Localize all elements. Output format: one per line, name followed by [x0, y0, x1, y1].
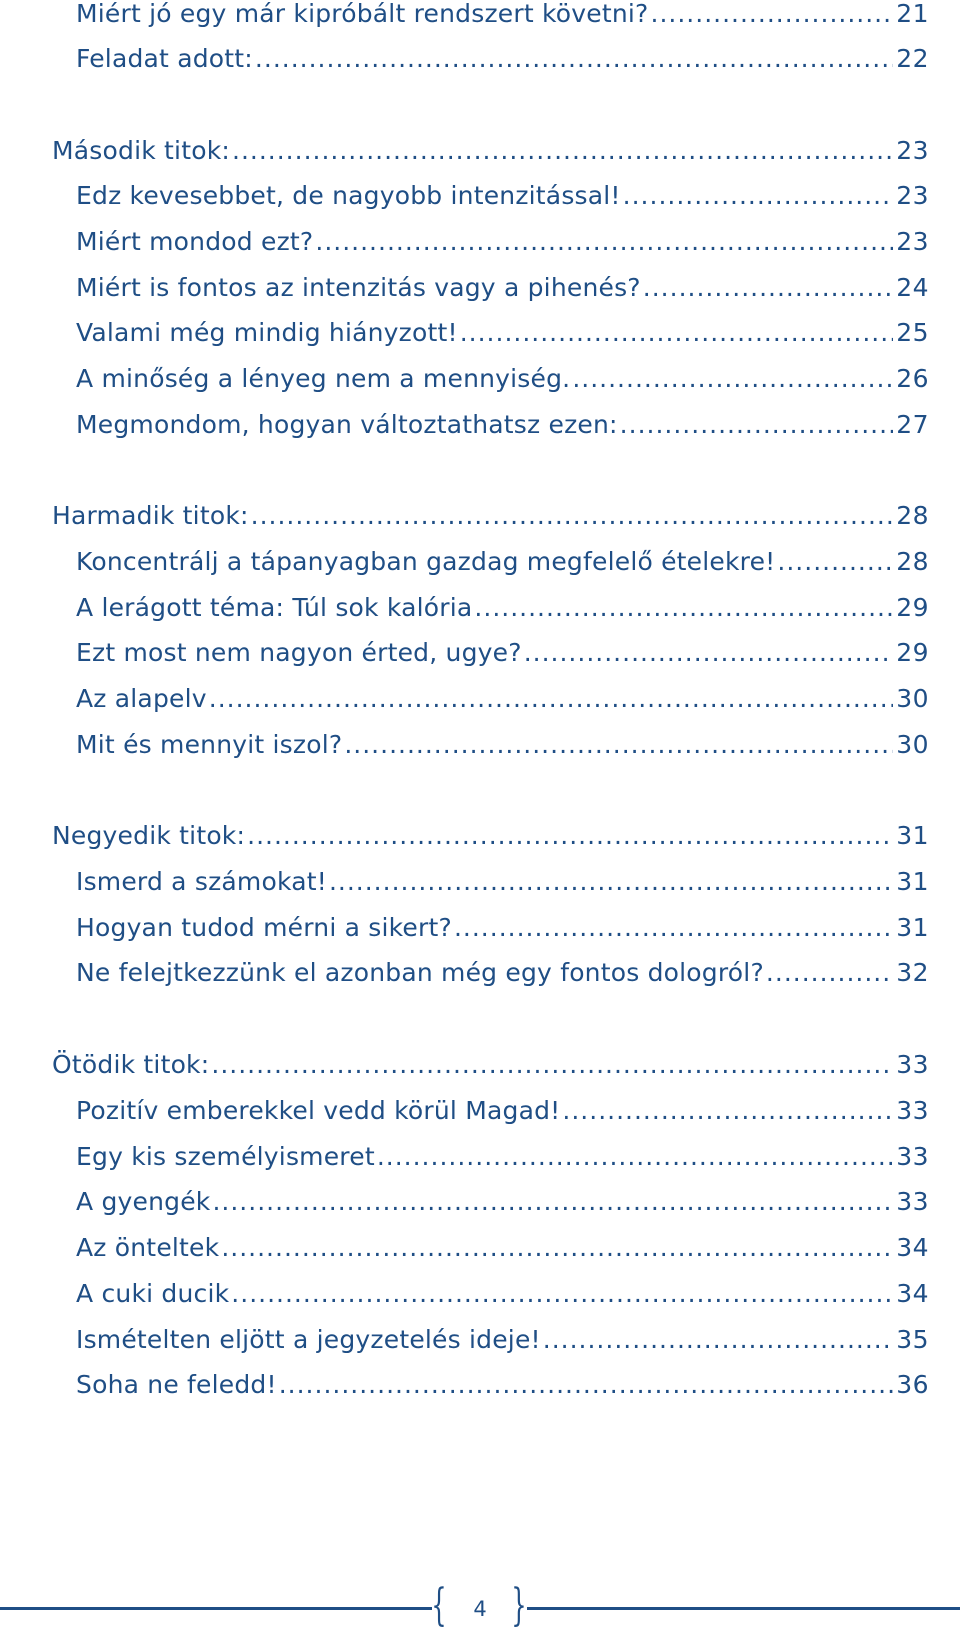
dot-leader [651, 0, 894, 34]
toc-entry-page: 22 [896, 44, 929, 73]
dot-leader [231, 1274, 893, 1314]
toc-entry-page: 21 [896, 0, 929, 28]
toc-entry[interactable] [76, 222, 929, 262]
toc-entry-page: 23 [896, 227, 929, 256]
toc-entry-title: Ismerd a számokat! [76, 867, 327, 896]
toc-entry-title: Koncentrálj a tápanyagban gazdag megfelelő ételekre! [76, 547, 776, 576]
toc-entry-title: Hogyan tudod mérni a sikert? [76, 913, 452, 942]
toc-entry[interactable] [76, 0, 929, 34]
toc-entry[interactable] [76, 908, 929, 948]
toc-entry-title: Az önteltek [76, 1233, 220, 1262]
page-number: 4 [473, 1597, 487, 1621]
dot-leader [344, 725, 893, 765]
toc-entry[interactable] [76, 1320, 929, 1360]
dot-leader [766, 953, 893, 993]
toc-entry-page: 26 [896, 364, 929, 393]
toc-entry[interactable] [76, 953, 929, 993]
toc-section-heading[interactable] [52, 131, 929, 171]
dot-leader [460, 313, 893, 353]
left-brace-icon: { [431, 1580, 447, 1631]
toc-entry-page: 32 [896, 958, 929, 987]
toc-entry-title: Negyedik titok: [52, 821, 246, 850]
toc-section-heading[interactable] [52, 816, 929, 856]
toc-entry-title: Valami még mindig hiányzott! [76, 318, 458, 347]
toc-entry[interactable] [76, 542, 929, 582]
toc-entry-title: A minőség a lényeg nem a mennyiség. [76, 364, 571, 393]
toc-entry[interactable] [76, 725, 929, 765]
toc-section-heading[interactable] [52, 496, 929, 536]
toc-entry-page: 34 [896, 1279, 929, 1308]
toc-entry-title: Miért is fontos az intenzitás vagy a pihenés? [76, 273, 641, 302]
toc-entry-page: 25 [896, 318, 929, 347]
toc-entry[interactable] [76, 588, 929, 628]
toc-entry-title: Megmondom, hogyan változtathatsz ezen: [76, 410, 618, 439]
dot-leader [329, 862, 893, 902]
dot-leader [255, 39, 893, 79]
toc-entry-page: 33 [896, 1096, 929, 1125]
toc-entry[interactable] [76, 1137, 929, 1177]
dot-leader [247, 816, 893, 856]
toc-entry-title: Ezt most nem nagyon érted, ugye? [76, 638, 522, 667]
toc-entry-page: 23 [896, 181, 929, 210]
dot-leader [251, 496, 894, 536]
dot-leader [643, 268, 893, 308]
toc-entry-page: 35 [896, 1325, 929, 1354]
toc-entry-title: A cuki ducik [76, 1279, 230, 1308]
toc-entry[interactable] [76, 313, 929, 353]
toc-entry[interactable] [76, 862, 929, 902]
toc-entry-page: 29 [896, 593, 929, 622]
toc-entry-title: Második titok: [52, 136, 230, 165]
dot-leader [543, 1320, 893, 1360]
dot-leader [524, 633, 893, 673]
toc-entry[interactable] [76, 268, 929, 308]
dot-leader [572, 359, 893, 399]
toc-entry[interactable] [76, 39, 929, 79]
dot-leader [232, 131, 893, 171]
toc-entry-page: 31 [896, 913, 929, 942]
toc-entry-title: A lerágott téma: Túl sok kalória [76, 593, 473, 622]
dot-leader [221, 1228, 893, 1268]
toc-entry[interactable] [76, 1274, 929, 1314]
dot-leader [212, 1182, 893, 1222]
dot-leader [377, 1137, 893, 1177]
dot-leader [623, 176, 894, 216]
toc-entry[interactable] [76, 679, 929, 719]
toc-entry-page: 36 [896, 1370, 929, 1399]
dot-leader [279, 1365, 893, 1405]
toc-entry-page: 33 [896, 1142, 929, 1171]
toc-entry-page: 34 [896, 1233, 929, 1262]
toc-entry-title: Ismételten eljött a jegyzetelés ideje! [76, 1325, 541, 1354]
toc-entry-page: 33 [896, 1050, 929, 1079]
footer-rule-left [0, 1607, 432, 1610]
toc-entry[interactable] [76, 1182, 929, 1222]
toc-entry[interactable] [76, 633, 929, 673]
toc-entry[interactable] [76, 1228, 929, 1268]
toc-entry-page: 28 [896, 501, 929, 530]
toc-entry-page: 29 [896, 638, 929, 667]
toc-entry-title: Pozitív emberekkel vedd körül Magad! [76, 1096, 561, 1125]
toc-entry[interactable] [76, 359, 929, 399]
toc-entry-page: 24 [896, 273, 929, 302]
toc-entry-page: 30 [896, 684, 929, 713]
toc-entry[interactable] [76, 405, 929, 445]
toc-entry-page: 28 [896, 547, 929, 576]
toc-section-heading[interactable] [52, 1045, 929, 1085]
toc-entry-page: 31 [896, 867, 929, 896]
dot-leader [211, 1045, 893, 1085]
toc-entry-title: Miért mondod ezt? [76, 227, 314, 256]
page-footer [0, 1580, 960, 1631]
toc-entry-title: Miért jó egy már kipróbált rendszert követni? [76, 0, 649, 28]
toc-entry-title: Mit és mennyit iszol? [76, 730, 343, 759]
toc-entry-page: 27 [896, 410, 929, 439]
toc-entry-page: 30 [896, 730, 929, 759]
toc-entry-title: Ne felejtkezzünk el azonban még egy fontos dologról? [76, 958, 764, 987]
toc-entry-title: Feladat adott: [76, 44, 253, 73]
dot-leader [454, 908, 893, 948]
dot-leader [562, 1091, 893, 1131]
toc-entry-title: Soha ne feledd! [76, 1370, 277, 1399]
dot-leader [620, 405, 894, 445]
toc-entry[interactable] [76, 1365, 929, 1405]
toc-entry-page: 31 [896, 821, 929, 850]
footer-rule-right [527, 1607, 960, 1610]
toc-entry-title: Edz kevesebbet, de nagyobb intenzitással! [76, 181, 621, 210]
dot-leader [209, 679, 893, 719]
toc-entry[interactable] [76, 1091, 929, 1131]
toc-entry-title: Harmadik titok: [52, 501, 249, 530]
dot-leader [315, 222, 893, 262]
dot-leader [777, 542, 893, 582]
toc-entry-title: A gyengék [76, 1187, 211, 1216]
toc-entry-title: Az alapelv [76, 684, 207, 713]
toc-entry[interactable] [76, 176, 929, 216]
dot-leader [474, 588, 893, 628]
toc-entry-title: Ötödik titok: [52, 1050, 210, 1079]
toc-entry-page: 33 [896, 1187, 929, 1216]
right-brace-icon: } [511, 1580, 527, 1631]
toc-entry-title: Egy kis személyismeret [76, 1142, 375, 1171]
toc-entry-page: 23 [896, 136, 929, 165]
